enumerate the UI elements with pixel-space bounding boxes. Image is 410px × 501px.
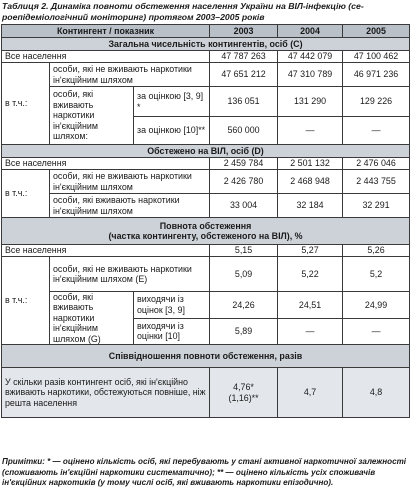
table-row: Все населення 2 459 784 2 501 132 2 476 046 xyxy=(2,158,410,170)
row-label: особи, які вживають наркотики ін'єкційним шляхом xyxy=(50,194,210,218)
ratio-value-a: 4,76* xyxy=(233,382,254,393)
section-subtitle: (частка контингенту, обстеженого на ВІЛ), % xyxy=(108,231,303,241)
row-label-vtch: в т.ч.: xyxy=(2,63,50,145)
table-row: Все населення 47 787 263 47 442 079 47 100 462 xyxy=(2,51,410,63)
row-sublabel: за оцінкою [10]** xyxy=(134,117,210,145)
table-row: Все населення 5,15 5,27 5,26 xyxy=(2,245,410,257)
table-row: особи, які вживають наркотики ін'єкційним шляхом (G) виходячи із оцінок [3, 9] 24,26 24,51 24,99 xyxy=(2,292,410,319)
section-tested: Обстежено на ВІЛ, осіб (D) xyxy=(2,145,410,158)
header-year-2004: 2004 xyxy=(278,25,343,38)
row-label: Все населення xyxy=(2,158,210,170)
row-label: особи, які не вживають наркотики ін'єкційним шляхом xyxy=(50,63,210,87)
footnotes: Примітки: * — оцінено кількість осіб, які перебувають у стані активної наркотичної залежності (споживають ін'єкційні наркотики систематично); ** — оцінено кількість усіх споживачів ін'єкційних наркотиків (у тому числі осіб, які вживають наркотики епізодично). xyxy=(2,457,407,488)
header-row xyxy=(2,25,410,38)
row-sublabel: за оцінкою [3, 9] * xyxy=(134,87,210,117)
table-row: в т.ч.: особи, які не вживають наркотики ін'єкційним шляхом 47 651 212 47 310 789 46 971 236 xyxy=(2,63,410,87)
section-title: Повнота обстеження xyxy=(159,220,252,231)
ratio-value-b: (1,16)** xyxy=(228,392,259,403)
table-row: У скільки разів контингент осіб, які ін'єкційно вживають наркотики, обстежуються повніше, ніж решта населення 4,76* (1,16)** 4,7 4,8 xyxy=(2,368,410,418)
section-completeness xyxy=(2,218,410,245)
row-label-vtch: в т.ч.: xyxy=(2,170,50,218)
row-label-vtch: в т.ч.: xyxy=(2,257,50,345)
row-label: особи, які вживають наркотики ін'єкційним шляхом: xyxy=(50,87,134,145)
table-caption: Таблиця 2. Динаміка повноти обстеження населення України на ВІЛ-інфекцію (се-роепідеміологічний моніторинг) протягом 2003–2005 років xyxy=(2,1,364,22)
header-year-2003: 2003 xyxy=(210,25,278,38)
table-row: виходячи із оцінки [10] 5,89 — — xyxy=(2,318,410,345)
header-year-2005: 2005 xyxy=(343,25,410,38)
row-label: особи, які вживають наркотики ін'єкційним шляхом (G) xyxy=(50,292,134,345)
row-sublabel: виходячи із оцінок [3, 9] xyxy=(134,292,210,319)
table-row: особи, які вживають наркотики ін'єкційним шляхом: за оцінкою [3, 9] * 136 051 131 290 129 226 xyxy=(2,87,410,117)
hiv-screening-table xyxy=(1,24,410,418)
section-ratio: Співвідношення повноти обстеження, разів xyxy=(2,345,410,368)
row-label: особи, які не вживають наркотики ін'єкційним шляхом (E) xyxy=(50,257,210,292)
table-row: в т.ч.: особи, які не вживають наркотики ін'єкційним шляхом 2 426 780 2 468 948 2 443 755 xyxy=(2,170,410,194)
header-label: Контингент / показник xyxy=(2,25,210,38)
row-sublabel: виходячи із оцінки [10] xyxy=(134,318,210,345)
row-label: Все населення xyxy=(2,51,210,63)
section-total-count: Загальна чисельність контингентів, осіб (C) xyxy=(2,38,410,51)
table-row: в т.ч.: особи, які не вживають наркотики ін'єкційним шляхом (E) 5,09 5,22 5,2 xyxy=(2,257,410,292)
table-row: особи, які вживають наркотики ін'єкційним шляхом 33 004 32 184 32 291 xyxy=(2,194,410,218)
row-label: Все населення xyxy=(2,245,210,257)
table-row: за оцінкою [10]** 560 000 — — xyxy=(2,117,410,145)
row-label: особи, які не вживають наркотики ін'єкційним шляхом xyxy=(50,170,210,194)
row-label: У скільки разів контингент осіб, які ін'єкційно вживають наркотики, обстежуються повніше, ніж решта населення xyxy=(2,368,210,418)
